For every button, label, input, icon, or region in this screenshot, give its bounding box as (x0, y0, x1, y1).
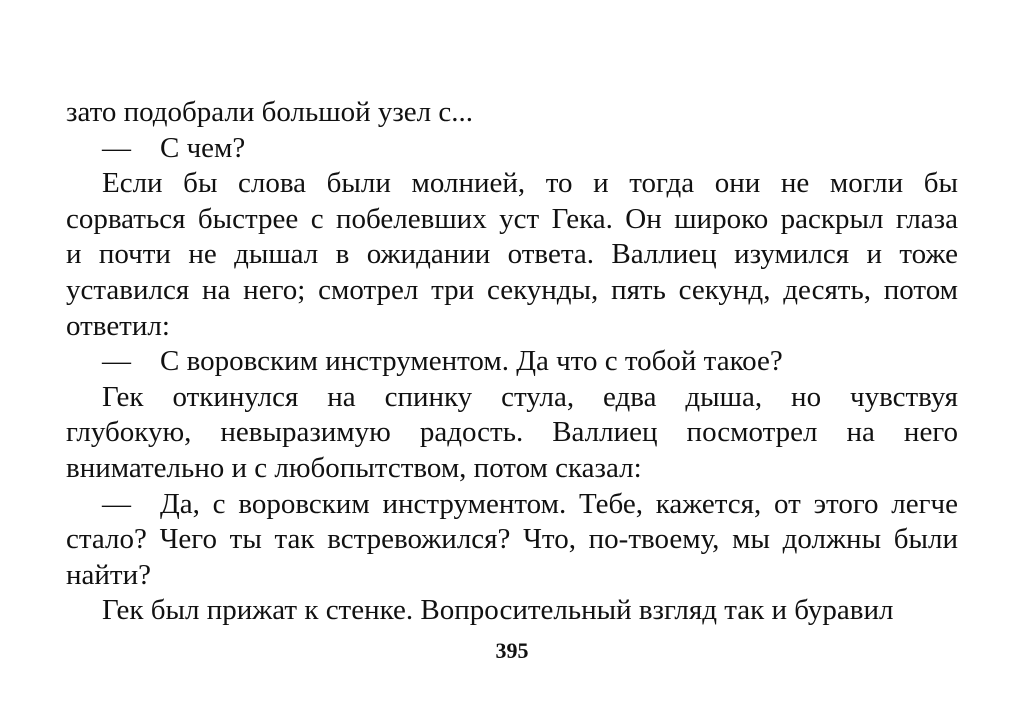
dialogue-line-2 (66, 344, 958, 380)
page-body (66, 95, 958, 629)
paragraph-line: и почти не дышал в ожидании ответа. Валлиец изумился и тоже (66, 238, 958, 271)
dialogue-line-1 (66, 131, 958, 167)
dialogue-text: С воровским инструментом. Да что с тобой такое? (160, 345, 783, 378)
dialogue-dash: — (102, 131, 131, 164)
dialogue-text: С чем? (160, 131, 246, 164)
paragraph-line: Гек откинулся на спинку стула, едва дыша, но чувствуя (102, 380, 958, 413)
paragraph-line: найти? (66, 558, 151, 591)
page-number: 395 (495, 638, 529, 663)
paragraph-line: глубокую, невыразимую радость. Валлиец посмотрел на него (66, 416, 958, 449)
dialogue-line-3 (66, 487, 958, 523)
paragraph-line: Гек был прижат к стенке. Вопросительный взгляд так и буравил (102, 594, 894, 627)
paragraph-line: уставился на него; смотрел три секунды, пять секунд, десять, потом (66, 273, 958, 306)
dialogue-text: Да, с воровским инструментом. Тебе, кажется, от этого легче (160, 487, 958, 520)
dialogue-dash: — (102, 487, 131, 520)
paragraph-line: внимательно и с любопытством, потом сказал: (66, 451, 642, 484)
paragraph-line: стало? Чего ты так встревожился? Что, по-твоему, мы должны были (66, 523, 958, 556)
paragraph-line: сорваться быстрее с побелевших уст Гека. Он широко раскрыл глаза (66, 202, 958, 235)
dialogue-dash: — (102, 345, 131, 378)
paragraph-line: Если бы слова были молнией, то и тогда они не могли бы (102, 167, 958, 200)
text-line-1: зато подобрали большой узел с... (66, 96, 474, 128)
paragraph-line: ответил: (66, 309, 170, 342)
